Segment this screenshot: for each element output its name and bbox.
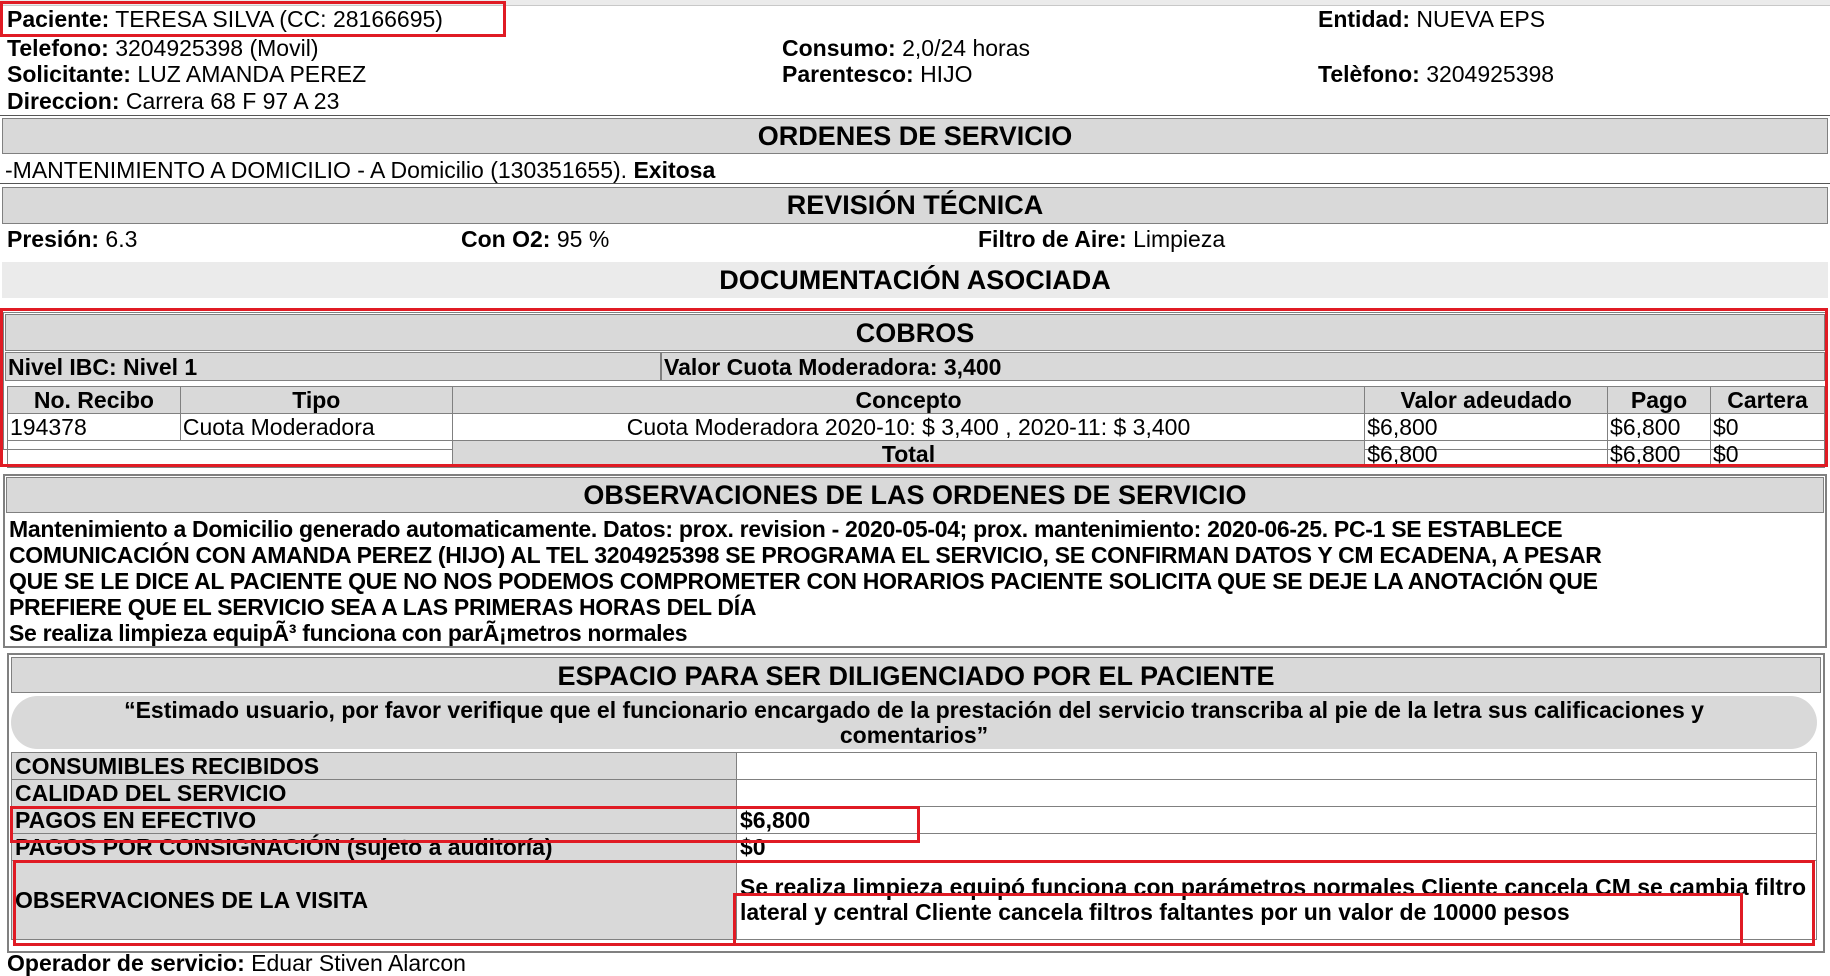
calidad-value[interactable] [737, 780, 1817, 807]
paciente-label: Paciente: [7, 6, 110, 32]
entidad-label: Entidad: [1318, 6, 1410, 32]
table-row [8, 414, 1825, 441]
table-row [12, 753, 1817, 780]
quote-line: “Estimado usuario, por favor verifique que el funcionario encargado de la prestación del servicio transcriba al pie de la letra sus calificaciones y [124, 697, 1704, 723]
paciente-value: TERESA SILVA (CC: 28166695) [115, 6, 443, 32]
filtro-field [978, 226, 1225, 252]
telefono2-value: 3204925398 [1426, 61, 1555, 87]
consumibles-label: CONSUMIBLES RECIBIDOS [12, 753, 737, 780]
cell-pago: $6,800 [1608, 414, 1711, 441]
col-tipo: Tipo [180, 387, 452, 414]
consumo-field [782, 35, 1030, 61]
operador-value: Eduar Stiven Alarcon [251, 950, 466, 976]
pagos-efectivo-label: PAGOS EN EFECTIVO [12, 807, 737, 834]
divider [0, 115, 1830, 116]
table-row [12, 807, 1817, 834]
observaciones-line: Mantenimiento a Domicilio generado automaticamente. Datos: prox. revision - 2020-05-04; prox. mantenimiento: 2020-06-25. PC-1 SE ESTABLECE [9, 516, 1563, 542]
solicitante-field [7, 61, 366, 87]
cell-cartera: $0 [1711, 414, 1825, 441]
divider [0, 183, 1830, 184]
telefono-field [7, 35, 318, 61]
parentesco-label: Parentesco: [782, 61, 914, 87]
documentacion-title: DOCUMENTACIÓN ASOCIADA [2, 262, 1828, 298]
table-row [12, 834, 1817, 861]
nivel-ibc: Nivel IBC: Nivel 1 [5, 352, 661, 381]
presion-label: Presión: [7, 226, 100, 252]
filtro-label: Filtro de Aire: [978, 226, 1127, 252]
col-recibo: No. Recibo [8, 387, 181, 414]
observaciones-title: OBSERVACIONES DE LAS ORDENES DE SERVICIO [6, 477, 1824, 513]
direccion-field [7, 88, 339, 114]
pagos-efectivo-value[interactable]: $6,800 [737, 807, 1817, 834]
col-valor: Valor adeudado [1365, 387, 1608, 414]
consumibles-value[interactable] [737, 753, 1817, 780]
presion-field [7, 226, 137, 252]
o2-label: Con O2: [461, 226, 551, 252]
cobros-header-row [8, 387, 1825, 414]
orden-item-status: Exitosa [633, 157, 716, 183]
col-pago: Pago [1608, 387, 1711, 414]
telefono-label: Telefono: [7, 35, 109, 61]
solicitante-value: LUZ AMANDA PEREZ [137, 61, 367, 87]
operador-field [7, 951, 466, 975]
o2-value: 95 % [556, 226, 610, 252]
direccion-label: Direccion: [7, 88, 120, 114]
orden-item-text: -MANTENIMIENTO A DOMICILIO - A Domicilio (130351655). [5, 157, 628, 183]
entidad-value: NUEVA EPS [1416, 6, 1546, 32]
total-label: Total [452, 441, 1365, 468]
total-spacer [8, 441, 453, 468]
direccion-value: Carrera 68 F 97 A 23 [125, 88, 340, 114]
total-row [8, 441, 1825, 468]
cobros-table [7, 386, 1825, 468]
ordenes-title: ORDENES DE SERVICIO [2, 118, 1828, 154]
observaciones-line: Se realiza limpieza equipÃ³ funciona con parÃ¡metros normales [9, 620, 688, 646]
valor-cuota: Valor Cuota Moderadora: 3,400 [661, 352, 1825, 381]
cobros-title: COBROS [5, 314, 1825, 351]
pagos-consignacion-value[interactable]: $0 [737, 834, 1817, 861]
observaciones-visita-value[interactable]: Se realiza limpieza equipó funciona con parámetros normales Cliente cancela CM se cambia filtro lateral y central Cliente cancela filtros faltantes por un valor de 10000 pesos [737, 861, 1817, 940]
paciente-field [7, 6, 443, 32]
cell-valor: $6,800 [1365, 414, 1608, 441]
o2-field [461, 226, 609, 252]
table-row [12, 780, 1817, 807]
col-concepto: Concepto [452, 387, 1365, 414]
pagos-consignacion-label: PAGOS POR CONSIGNACIÓN (sujeto a auditoría) [12, 834, 737, 861]
filtro-value: Limpieza [1133, 226, 1226, 252]
telefono-value: 3204925398 (Movil) [115, 35, 319, 61]
consumo-value: 2,0/24 horas [902, 35, 1030, 61]
parentesco-field [782, 61, 972, 87]
espacio-title: ESPACIO PARA SER DILIGENCIADO POR EL PACIENTE [11, 657, 1821, 693]
total-cartera: $0 [1711, 441, 1825, 468]
espacio-quote [11, 696, 1817, 749]
observaciones-line: PREFIERE QUE EL SERVICIO SEA A LAS PRIMERAS HORAS DEL DÍA [9, 594, 757, 620]
consumo-label: Consumo: [782, 35, 896, 61]
paciente-table [11, 752, 1817, 940]
cell-tipo: Cuota Moderadora [180, 414, 452, 441]
operador-label: Operador de servicio: [7, 950, 245, 976]
col-cartera: Cartera [1711, 387, 1825, 414]
entidad-field [1318, 6, 1545, 32]
total-valor: $6,800 [1365, 441, 1608, 468]
presion-value: 6.3 [105, 226, 138, 252]
observaciones-line: QUE SE LE DICE AL PACIENTE QUE NO NOS PODEMOS COMPROMETER CON HORARIOS PACIENTE SOLICITA QUE SE DEJE LA ANOTACIÓN QUE [9, 568, 1598, 594]
observaciones-line: COMUNICACIÓN CON AMANDA PEREZ (HIJO) AL TEL 3204925398 SE PROGRAMA EL SERVICIO, SE CONFIRMAN DATOS Y CM ECADENA, A PESAR [9, 542, 1602, 568]
calidad-label: CALIDAD DEL SERVICIO [12, 780, 737, 807]
table-row [12, 861, 1817, 940]
cell-concepto: Cuota Moderadora 2020-10: $ 3,400 , 2020-11: $ 3,400 [452, 414, 1365, 441]
observaciones-text [9, 516, 1821, 646]
telefono2-label: Telèfono: [1318, 61, 1420, 87]
quote-line: comentarios” [839, 722, 989, 748]
total-pago: $6,800 [1608, 441, 1711, 468]
revision-title: REVISIÓN TÉCNICA [2, 187, 1828, 224]
cell-recibo: 194378 [8, 414, 181, 441]
observaciones-visita-label: OBSERVACIONES DE LA VISITA [12, 861, 737, 940]
telefono2-field [1318, 61, 1554, 87]
solicitante-label: Solicitante: [7, 61, 131, 87]
parentesco-value: HIJO [920, 61, 973, 87]
orden-item [5, 157, 715, 183]
